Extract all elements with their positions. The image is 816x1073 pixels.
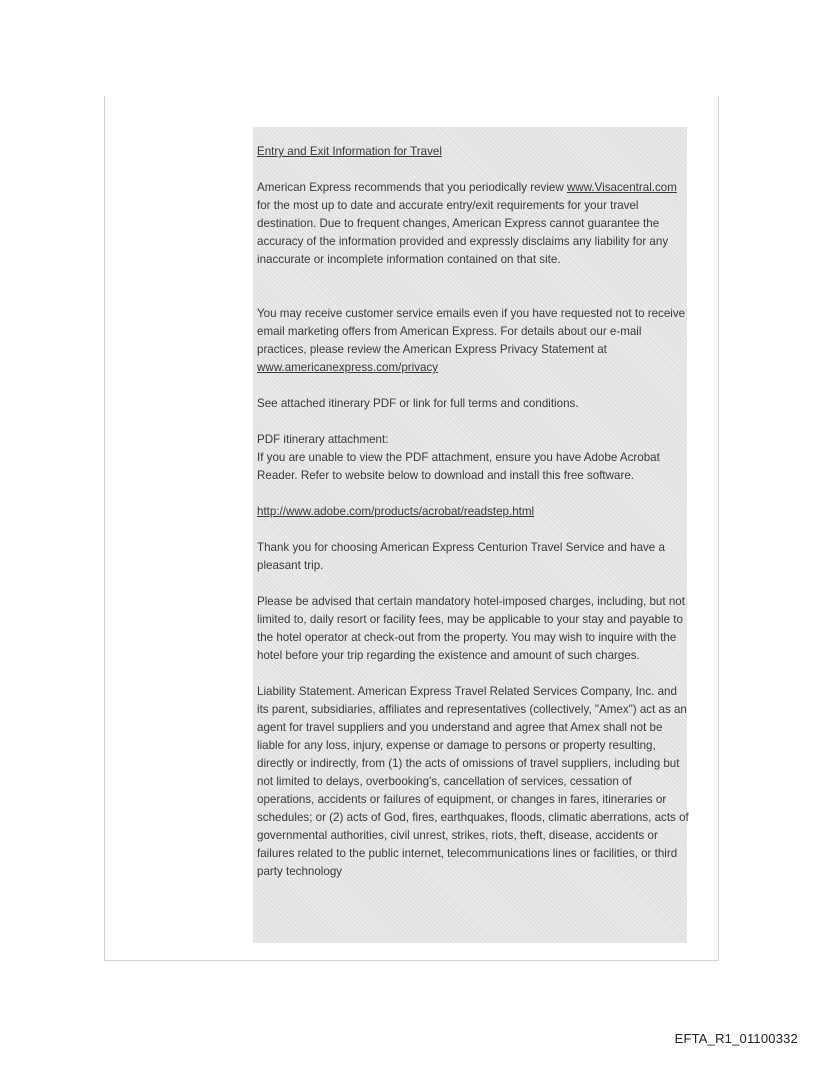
- pdf-body: If you are unable to view the PDF attachment, ensure you have Adobe Acrobat Reader. Refer to website below to download and install this free software.: [257, 451, 660, 482]
- visa-text-a: American Express recommends that you periodically review: [257, 181, 567, 194]
- visacentral-link[interactable]: www.Visacentral.com: [566, 181, 677, 194]
- adobe-link[interactable]: http://www.adobe.com/products/acrobat/readstep.html: [257, 505, 535, 518]
- section-heading: [257, 143, 689, 161]
- liability-paragraph: Liability Statement. American Express Travel Related Services Company, Inc. and its parent, subsidiaries, affiliates and representatives (collectively, "Amex") act as an agent for travel suppliers and you understand and agree that Amex shall not be liable for any loss, injury, expense or damage to persons or property resulting, directly or indirectly, from (1) the acts of omissions of travel suppliers, including but not limited to delays, overbooking's, cancellation of services, cessation of operations, accidents or failures of equipment, or changes in fares, itineraries or schedules; or (2) acts of God, fires, earthquakes, floods, climatic aberrations, acts of governmental authorities, civil unrest, strikes, riots, theft, disease, accidents or failures related to the public internet, telecommunications lines or facilities, or third party technology: [257, 685, 689, 878]
- adobe-paragraph: [257, 503, 689, 521]
- heading-text: Entry and Exit Information for Travel: [257, 145, 442, 158]
- pdf-title: PDF itinerary attachment:: [257, 433, 389, 446]
- privacy-paragraph: [257, 305, 689, 377]
- privacy-text: You may receive customer service emails even if you have requested not to receive email marketing offers from American Express. For details about our e-mail practices, please review the American Express Privacy Statement at: [257, 307, 686, 356]
- thanks-paragraph: Thank you for choosing American Express Centurion Travel Service and have a pleasant trip.: [257, 541, 665, 572]
- terms-paragraph: See attached itinerary PDF or link for full terms and conditions.: [257, 397, 579, 410]
- document-id: EFTA_R1_01100332: [674, 1031, 798, 1046]
- hotel-charges-paragraph: Please be advised that certain mandatory hotel-imposed charges, including, but not limited to, daily resort or facility fees, may be applicable to your stay and payable to the hotel operator at check-out from the property. You may wish to inquire with the hotel before your trip regarding the existence and amount of such charges.: [257, 595, 685, 662]
- email-body: [257, 143, 689, 899]
- privacy-link[interactable]: www.americanexpress.com/privacy: [257, 361, 439, 374]
- visa-text-b: for the most up to date and accurate entry/exit requirements for your travel destination. Due to frequent changes, American Express cannot guarantee the accuracy of the information provided and expressly disclaims any liability for any inaccurate or incomplete information contained on that site.: [257, 199, 669, 266]
- visa-paragraph: [257, 179, 689, 269]
- pdf-paragraph: [257, 431, 689, 485]
